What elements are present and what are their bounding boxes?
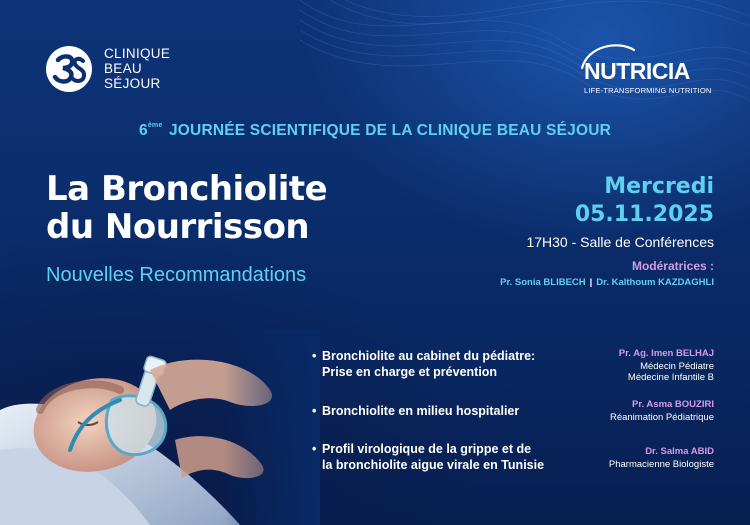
talk-3-role-1: Pharmacienne Biologiste xyxy=(608,459,714,470)
talk-1-role-2: Médecine Infantile B xyxy=(627,372,714,383)
moderator-1: Pr. Sonia BLIBECH xyxy=(500,277,586,288)
event-ordinal-number: 6 xyxy=(139,122,148,139)
clinic-logo-mark-icon xyxy=(46,46,92,92)
moderator-2: Dr. Kalthoum KAZDAGHLI xyxy=(596,277,714,288)
talk-1-title-line-1: Bronchiolite au cabinet du pédiatre: xyxy=(322,349,536,363)
talk-1-title xyxy=(312,348,535,380)
talk-3-speaker: Dr. Salma ABID xyxy=(645,446,714,457)
talk-1-bullet: • xyxy=(312,349,317,363)
event-date: 05.11.2025 xyxy=(574,202,714,227)
event-heading xyxy=(0,122,750,140)
moderators-label: Modératrices : xyxy=(631,259,714,273)
page-title xyxy=(46,170,327,246)
talk-2-title xyxy=(312,403,519,419)
talk-1-role-1: Médecin Pédiatre xyxy=(640,361,714,372)
moderators-names xyxy=(500,277,714,288)
clinic-name-line-2: BEAU xyxy=(104,61,142,76)
talk-2-title-line-1: Bronchiolite en milieu hospitalier xyxy=(322,404,520,418)
talk-3-title-line-1: Profil virologique de la grippe et de xyxy=(322,442,532,456)
moderator-separator: | xyxy=(589,277,593,288)
clinic-name-line-1: CLINIQUE xyxy=(104,46,171,61)
sponsor-tagline: LIFE-TRANSFORMING NUTRITION xyxy=(584,86,712,95)
sponsor-name: NUTRICIA xyxy=(584,58,690,84)
sponsor-logo xyxy=(578,38,718,98)
talk-3-title xyxy=(312,441,544,473)
talk-3-bullet: • xyxy=(312,442,317,456)
talk-1-speaker: Pr. Ag. Imen BELHAJ xyxy=(618,348,714,359)
talk-3-title-line-2: la bronchiolite aigue virale en Tunisie xyxy=(322,458,545,472)
talk-2-role-1: Réanimation Pédiatrique xyxy=(609,412,714,423)
baby-oxygen-mask-illustration xyxy=(0,330,320,525)
event-name: JOURNÉE SCIENTIFIQUE DE LA CLINIQUE BEAU SÉJOUR xyxy=(168,122,611,139)
clinic-logo xyxy=(46,44,186,94)
event-ordinal-suffix: ème xyxy=(147,122,163,129)
clinic-name-line-3: SÉJOUR xyxy=(104,76,161,91)
talk-2-bullet: • xyxy=(312,404,317,418)
talk-1-title-line-2: Prise en charge et prévention xyxy=(322,365,498,379)
page-subtitle: Nouvelles Recommandations xyxy=(46,264,307,286)
event-time-place: 17H30 - Salle de Conférences xyxy=(526,234,714,250)
event-day: Mercredi xyxy=(604,174,714,199)
title-line-1: La Bronchiolite xyxy=(46,169,328,209)
talk-2-speaker: Pr. Asma BOUZIRI xyxy=(631,399,714,410)
title-line-2: du Nourrisson xyxy=(46,207,310,247)
clinic-logo-text xyxy=(104,46,170,91)
